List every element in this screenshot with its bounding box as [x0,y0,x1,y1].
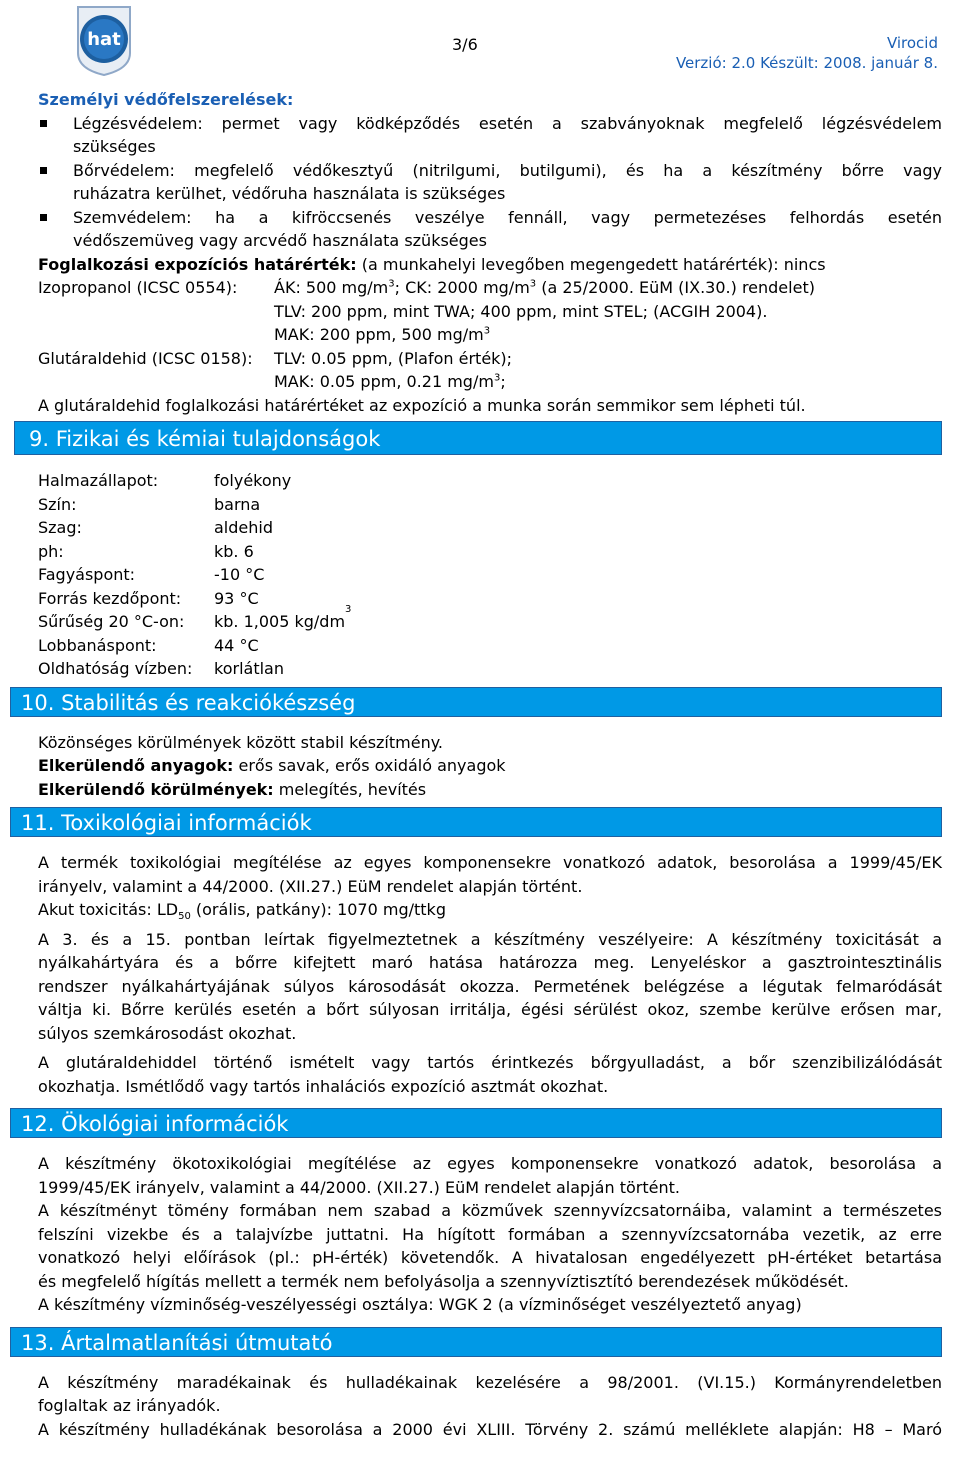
tox-p4-last: okozhatja. Ismétlődő vagy tartós inhalációs expozíció asztmát okozhat. [38,1076,609,1096]
property-value: barna [214,494,261,514]
section-9-heading: 9. Fizikai és kémiai tulajdonságok [14,421,942,455]
eco-p2-line: A készítményt tömény formában nem szabad a közművek szennyvízcsatornáiba, valamint a természetes [38,1201,942,1220]
ppe-item-line: Légzésvédelem: permet vagy ködképződés esetén a szabványoknak megfelelő légzésvédelem [73,113,942,133]
tox-p3-line: váltja ki. Bőrre kerülés esetén a bőrt súlyosan irritálja, égési sérülést okoz, szembe kerülve erősen mar, [38,1000,942,1019]
ppe-item-line: Szemvédelem: ha a kifröccsenés veszélye fennáll, vagy permetezéses felhordás esetén [73,207,942,227]
eco-p1-last: 1999/45/EK irányelv, valamint a 44/2000. (XII.27.) EüM rendelet alapján történt. [38,1177,680,1197]
tox-p1-line: irányelv, valamint a 44/2000. (XII.27.) EüM rendelet alapján történt. [38,876,583,896]
tox-p3-line: rendszer nyálkahártyájának súlyos károsodását okozza. Permetének belégzése a légutak felmaródását [38,976,942,996]
ppe-item-line: Bőrvédelem: megfelelő védőkesztyű (nitrilgumi, butilgumi), és ha a készítmény bőrre vagy [73,160,942,180]
section-13-heading: 13. Ártalmatlanítási útmutató [10,1327,942,1357]
acute-tox-label: Akut toxicitás: LD [38,900,179,919]
property-value: aldehid [214,518,273,537]
isopropanol-row [38,276,942,300]
property-row [38,634,942,658]
tox-p3-last: súlyos szemkárosodást okozhat. [38,1023,297,1043]
property-value: 44 °C [214,635,259,655]
avoid-conditions-value: melegítés, hevítés [273,779,427,799]
tox-p3 [38,928,942,1022]
property-value: kb. 6 [214,541,254,561]
sup: 3 [388,278,395,290]
disposal-p2: A készítmény hulladékának besorolása a 2000 évi XLIII. Törvény 2. számú melléklete alapján: H8 – Maró [38,1419,942,1439]
property-row [38,493,942,517]
property-value: -10 °C [214,565,265,584]
iso-ak: ÁK: 500 mg/m [274,278,389,297]
disposal-p1 [38,1371,942,1395]
eco-p2-last: és megfelelő hígítás mellett a termék nem befolyásolja a szennyvíztisztító berendezések működését. [38,1271,849,1291]
stability-text: Közönséges körülmények között stabil készítmény. [38,732,443,752]
avoid-materials-label: Elkerülendő anyagok: [38,756,234,775]
glu-tlv: TLV: 0.05 ppm, (Plafon érték); [274,348,513,368]
tox-p4-line: A glutáraldehiddel történő ismételt vagy tartós érintkezés bőrgyulladást, a bőr szenzibilizálódását [38,1053,942,1072]
eco-p1-line: A készítmény ökotoxikológiai megítélése az egyes komponensekre vonatkozó adatok, besorolása a [38,1154,942,1173]
property-label: Lobbanáspont: [38,635,157,655]
property-value: 93 °C [214,588,259,608]
glu-mak [38,370,942,394]
property-value: korlátlan [214,659,284,678]
version-line: Verzió: 2.0 Készült: 2008. január 8. [675,54,938,72]
sup: 3 [345,604,352,615]
physical-properties [38,469,942,681]
product-name: Virocid [886,34,938,52]
property-label: Fagyáspont: [38,565,136,584]
exposure-title-rest: (a munkahelyi levegőben megengedett határérték): nincs [356,254,826,274]
glutaraldehyde-label: Glutáraldehid (ICSC 0158): [38,348,253,368]
property-label: Halmazállapot: [38,471,159,490]
ppe-list [38,112,942,253]
page-number: 3/6 [452,35,478,54]
property-label: Forrás kezdőpont: [38,588,182,608]
acute-toxicity [38,898,942,922]
exposure-limit-line [38,253,942,277]
property-label: Sűrűség 20 °C-on: [38,612,185,631]
property-value: folyékony [214,471,292,490]
property-label: Oldhatóság vízben: [38,659,193,678]
logo-text: hat [87,29,121,50]
isopropanol-values [274,276,815,300]
hat-logo [72,3,136,77]
section-12-heading: 12. Ökológiai információk [10,1108,942,1138]
disposal-p1-line: A készítmény maradékainak és hulladékainak kezelésére a 98/2001. (VI.15.) Kormányrendeletben [38,1372,942,1392]
eco-p3: A készítmény vízminőség-veszélyességi osztálya: WGK 2 (a vízminőséget veszélyeztető anyag) [38,1295,802,1314]
eco-p2 [38,1199,942,1270]
property-row [38,657,942,681]
ppe-title: Személyi védőfelszerelések: [38,90,294,109]
property-label: Szag: [38,518,82,537]
property-row [38,587,942,611]
iso-tlv: TLV: 200 ppm, mint TWA; 400 ppm, mint STEL; (ACGIH 2004). [274,301,768,321]
tox-p4 [38,1051,942,1075]
ppe-item-skin [38,159,942,206]
eco-p1 [38,1152,942,1176]
ppe-item-line: védőszemüveg vagy arcvédő használata szükséges [73,231,487,250]
iso-regulation: (a 25/2000. EüM (IX.30.) rendelet) [536,278,815,297]
tox-p3-line: A 3. és a 15. pontban leírtak figyelmeztetnek a készítmény veszélyeire: A készítmény toxicitását a [38,929,942,949]
sup: 3 [529,278,537,290]
header-right [676,33,938,73]
property-row [38,604,942,634]
isopropanol-label: Izopropanol (ICSC 0554): [38,278,238,297]
ppe-item-line: ruházatra kerülhet, védőruha használata is szükséges [73,184,506,203]
tox-p1-line: A termék toxikológiai megítélése az egyes komponensekre vonatkozó adatok, besorolása a 1999/45/EK [38,853,942,872]
acute-tox-value: (orális, patkány): 1070 mg/ttkg [190,900,446,919]
iso-mak-text: MAK: 200 ppm, 500 mg/m [274,325,484,344]
ppe-item-eye [38,206,942,253]
avoid-materials-value: erős savak, erős oxidáló anyagok [233,756,506,775]
ppe-item-respiratory [38,112,942,159]
sup: 3 [493,372,501,384]
glu-mak-text: MAK: 0.05 ppm, 0.21 mg/m [274,372,494,391]
document-body [21,88,942,1441]
avoid-materials [38,754,942,778]
section-11-heading: 11. Toxikológiai információk [10,807,942,837]
avoid-conditions-label: Elkerülendő körülmények: [38,779,274,799]
eco-p2-line: vonatkozó helyi előírások (pl.: pH-érték) követendők. A hivatalosan engedélyezett pH-értéket betartása [38,1248,942,1267]
section-10-heading: 10. Stabilitás és reakciókészség [10,687,942,717]
eco-p2-line: felszíni vizekbe és a talajvízbe juttatni. Ha hígított formában a szennyvízcsatornába vezetik, az erre [38,1224,942,1244]
property-label: Szín: [38,494,77,514]
disposal-p1-last: foglaltak az irányadók. [38,1396,221,1415]
glutaraldehyde-row [38,347,942,371]
tox-p3-line: nyálkahártyára és a bőrre kifejtett maró hatása határozza meg. Lenyeléskor a gasztrointesztinális [38,953,942,972]
property-row [38,469,942,493]
property-row [38,540,942,564]
avoid-conditions [38,778,942,802]
ld50-sub: 50 [178,911,191,923]
exposure-title: Foglalkozási expozíciós határérték: [38,254,357,274]
exposure-note: A glutáraldehid foglalkozási határértéket az expozíció a munka során semmikor sem lépheti túl. [38,395,806,415]
property-label: ph: [38,541,64,561]
glu-mak-end: ; [500,372,506,391]
iso-ck: ; CK: 2000 mg/m [394,278,530,297]
property-row [38,516,942,540]
property-value: kb. 1,005 kg/dm [214,612,346,631]
sup: 3 [483,325,491,337]
ppe-item-line: szükséges [73,137,156,156]
iso-mak [38,323,942,347]
property-row [38,563,942,587]
